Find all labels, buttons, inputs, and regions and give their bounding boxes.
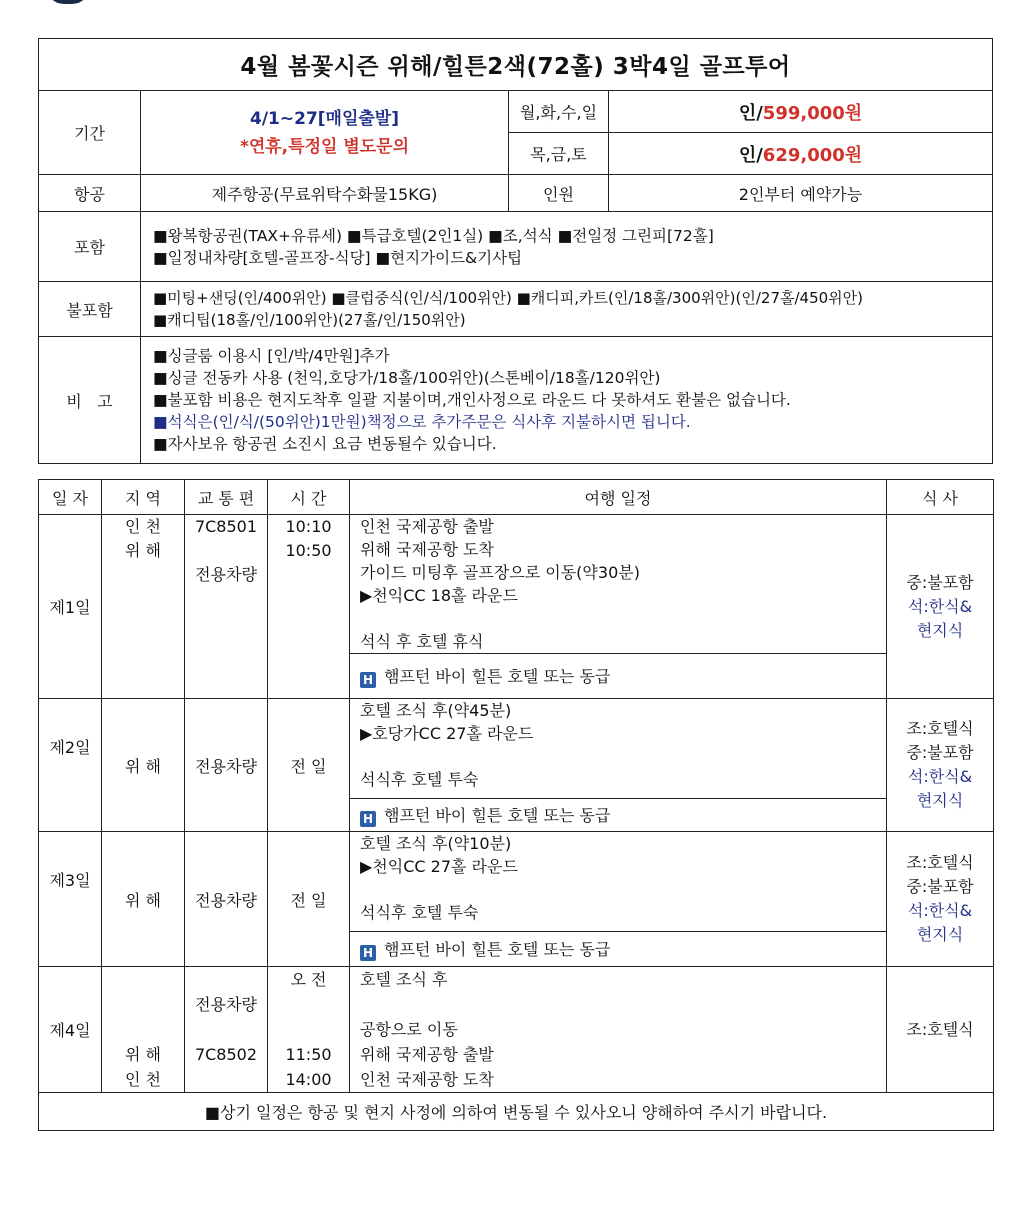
region-line: 위 해 [125, 541, 161, 560]
itinerary-line: 위해 국제공항 도착 [360, 540, 494, 559]
region-cell: 위 해 [102, 699, 185, 832]
meal-line: 중:불포함 [906, 877, 974, 896]
itinerary-line: 석식후 호텔 투숙 [360, 770, 479, 789]
region-cell [102, 967, 185, 1093]
price-cell-2 [609, 133, 993, 175]
table-row [39, 832, 994, 932]
meal-line: 현지식 [916, 791, 964, 810]
meal-line: 조:호텔식 [906, 1019, 974, 1039]
meal-line: 석:한식& [907, 596, 973, 616]
time-line: 오 전 [290, 970, 327, 989]
itinerary-line: ▶천익CC 18홀 라운드 [360, 586, 518, 605]
meals-cell [887, 699, 994, 832]
header-day: 일 자 [39, 480, 102, 515]
table-row [39, 967, 994, 1093]
header-transport: 교 통 편 [185, 480, 268, 515]
price-cell-1 [609, 91, 993, 133]
itinerary-line [360, 607, 886, 630]
price-value-2: 629,000원 [762, 144, 863, 166]
region-line: 인 천 [125, 517, 161, 536]
hotel-name: 햄프턴 바이 힐튼 호텔 또는 동급 [384, 940, 611, 959]
excluded-line: ■캐디팁(18홀/인/100위안)(27홀/인/150위안) [153, 311, 466, 329]
table-row [39, 515, 994, 654]
transport-line: 7C8501 [194, 517, 258, 536]
region-line [102, 1017, 184, 1042]
table-header-row [39, 480, 994, 515]
time-cell [268, 967, 350, 1093]
itinerary-table [38, 479, 994, 1131]
remark-line: ■싱글 전동카 사용 (천익,호당가/18홀/100위안)(스톤베이/18홀/120위안) [153, 369, 661, 387]
meal-line: 조:호텔식 [906, 719, 974, 738]
itinerary-line: 인천 국제공항 출발 [360, 517, 494, 536]
itinerary-line: 석식 후 호텔 휴식 [360, 632, 484, 651]
itinerary-line: 호텔 조식 후(약45분) [360, 701, 512, 720]
price-prefix-1: 인/ [738, 102, 763, 124]
transport-line: 전용차량 [195, 995, 257, 1014]
header-time: 시 간 [268, 480, 350, 515]
meal-line: 조:호텔식 [906, 853, 974, 872]
itinerary-cell [350, 699, 887, 799]
excluded-line: ■미팅+샌딩(인/400위안) ■클럽중식(인/식/100위안) ■캐디피,카트(인/18홀/300위안)(인/27홀/450위안) [153, 289, 864, 307]
itinerary-line: 호텔 조식 후 [360, 970, 448, 989]
excluded-list [141, 282, 993, 337]
meals-cell [887, 967, 994, 1093]
time-line [268, 992, 349, 1017]
airline-label: 항공 [39, 175, 141, 212]
tour-info-table [38, 38, 993, 464]
transport-line: 전용차량 [195, 565, 257, 584]
region-line: 위 해 [125, 1045, 161, 1064]
meal-line: 현지식 [916, 925, 964, 944]
footer-row [39, 1093, 994, 1131]
itinerary-line: ▶천익CC 27홀 라운드 [360, 857, 518, 876]
region-cell [102, 515, 185, 699]
region-line: 인 천 [125, 1070, 161, 1089]
excluded-label: 불포함 [39, 282, 141, 337]
table-row [39, 699, 994, 799]
transport-cell [185, 515, 268, 699]
header-itinerary: 여행 일정 [350, 480, 887, 515]
airline-value: 제주항공(무료위탁수화물15KG) [141, 175, 509, 212]
people-value: 2인부터 예약가능 [609, 175, 993, 212]
hotel-cell [350, 654, 887, 699]
period-dates-cell [141, 91, 509, 175]
time-cell: 전 일 [268, 832, 350, 967]
day-label: 제2일 [39, 699, 102, 832]
period-dates: 4/1~27[매일출발] [250, 108, 399, 129]
itinerary-cell [350, 967, 887, 1093]
remarks-list [141, 337, 993, 464]
price-prefix-2: 인/ [738, 144, 763, 166]
itinerary-line: 위해 국제공항 출발 [360, 1045, 494, 1064]
itinerary-line: 가이드 미팅후 골프장으로 이동(약30분) [360, 563, 640, 582]
people-label: 인원 [509, 175, 609, 212]
hotel-h-icon: H [360, 811, 376, 827]
hotel-name: 햄프턴 바이 힐튼 호텔 또는 동급 [384, 806, 611, 825]
transport-line [185, 1067, 267, 1092]
price-days-2: 목,금,토 [509, 133, 609, 175]
meal-line: 현지식 [916, 620, 964, 640]
itinerary-line: ▶호당가CC 27홀 라운드 [360, 724, 534, 743]
remarks-label: 비 고 [39, 337, 141, 464]
hotel-h-icon: H [360, 672, 376, 688]
itinerary-line [360, 745, 886, 768]
remark-line: ■자사보유 항공권 소진시 요금 변동될수 있습니다. [153, 435, 497, 453]
transport-cell: 전용차량 [185, 832, 268, 967]
itinerary-line: 공항으로 이동 [360, 1020, 458, 1039]
time-cell [268, 515, 350, 699]
meal-line: 중:불포함 [906, 572, 974, 592]
transport-line [185, 967, 267, 992]
remark-line-highlight: ■석식은(인/식/(50위안)1만원)책정으로 추가주문은 식사후 지불하시면 됩니다. [153, 413, 691, 431]
included-list [141, 212, 993, 282]
itinerary-line [360, 992, 886, 1017]
included-line: ■일정내차량[호텔-골프장-식당] ■현지가이드&기사팁 [153, 248, 523, 267]
time-line: 11:50 [285, 1045, 332, 1064]
hotel-name: 햄프턴 바이 힐튼 호텔 또는 동급 [384, 667, 611, 686]
itinerary-line: 석식후 호텔 투숙 [360, 903, 479, 922]
transport-cell: 전용차량 [185, 699, 268, 832]
meals-cell [887, 832, 994, 967]
header-meals: 식 사 [887, 480, 994, 515]
header-region: 지 역 [102, 480, 185, 515]
itinerary-line: 호텔 조식 후(약10분) [360, 834, 512, 853]
transport-line [185, 539, 267, 563]
day-label: 제3일 [39, 832, 102, 967]
time-cell: 전 일 [268, 699, 350, 832]
meal-line: 석:한식& [907, 767, 973, 786]
time-line [268, 1017, 349, 1042]
time-line: 10:10 [285, 517, 332, 536]
transport-cell [185, 967, 268, 1093]
hotel-cell [350, 799, 887, 832]
logo-fragment [46, 0, 90, 4]
price-days-1: 월,화,수,일 [509, 91, 609, 133]
transport-line [185, 1017, 267, 1042]
itinerary-line [360, 878, 886, 901]
tour-title: 4월 봄꽃시즌 위해/힐튼2색(72홀) 3박4일 골프투어 [39, 39, 993, 91]
hotel-cell [350, 932, 887, 967]
hotel-h-icon: H [360, 945, 376, 961]
itinerary-cell [350, 515, 887, 654]
period-label: 기간 [39, 91, 141, 175]
itinerary-cell [350, 832, 887, 932]
remark-line: ■싱글룸 이용시 [인/박/4만원]추가 [153, 347, 390, 365]
day-label: 제1일 [39, 515, 102, 699]
meals-cell [887, 515, 994, 699]
time-line: 10:50 [285, 541, 332, 560]
included-line: ■왕복항공권(TAX+유류세) ■특급호텔(2인1실) ■조,석식 ■전일정 그린피[72홀] [153, 226, 714, 245]
region-cell: 위 해 [102, 832, 185, 967]
meal-line: 석:한식& [907, 901, 973, 920]
time-line: 14:00 [285, 1070, 332, 1089]
transport-line: 7C8502 [194, 1045, 258, 1064]
day-label: 제4일 [39, 967, 102, 1093]
region-line [102, 967, 184, 992]
included-label: 포함 [39, 212, 141, 282]
price-value-1: 599,000원 [762, 102, 863, 124]
remark-line: ■불포함 비용은 현지도착후 일괄 지불이며,개인사정으로 라운드 다 못하셔도 환불은 없습니다. [153, 391, 791, 409]
period-note: *연휴,특정일 별도문의 [239, 136, 410, 157]
region-line [102, 992, 184, 1017]
meal-line: 중:불포함 [906, 743, 974, 762]
itinerary-line: 인천 국제공항 도착 [360, 1070, 494, 1089]
footer-note: ■상기 일정은 항공 및 현지 사정에 의하여 변동될 수 있사오니 양해하여 주시기 바랍니다. [39, 1093, 994, 1131]
